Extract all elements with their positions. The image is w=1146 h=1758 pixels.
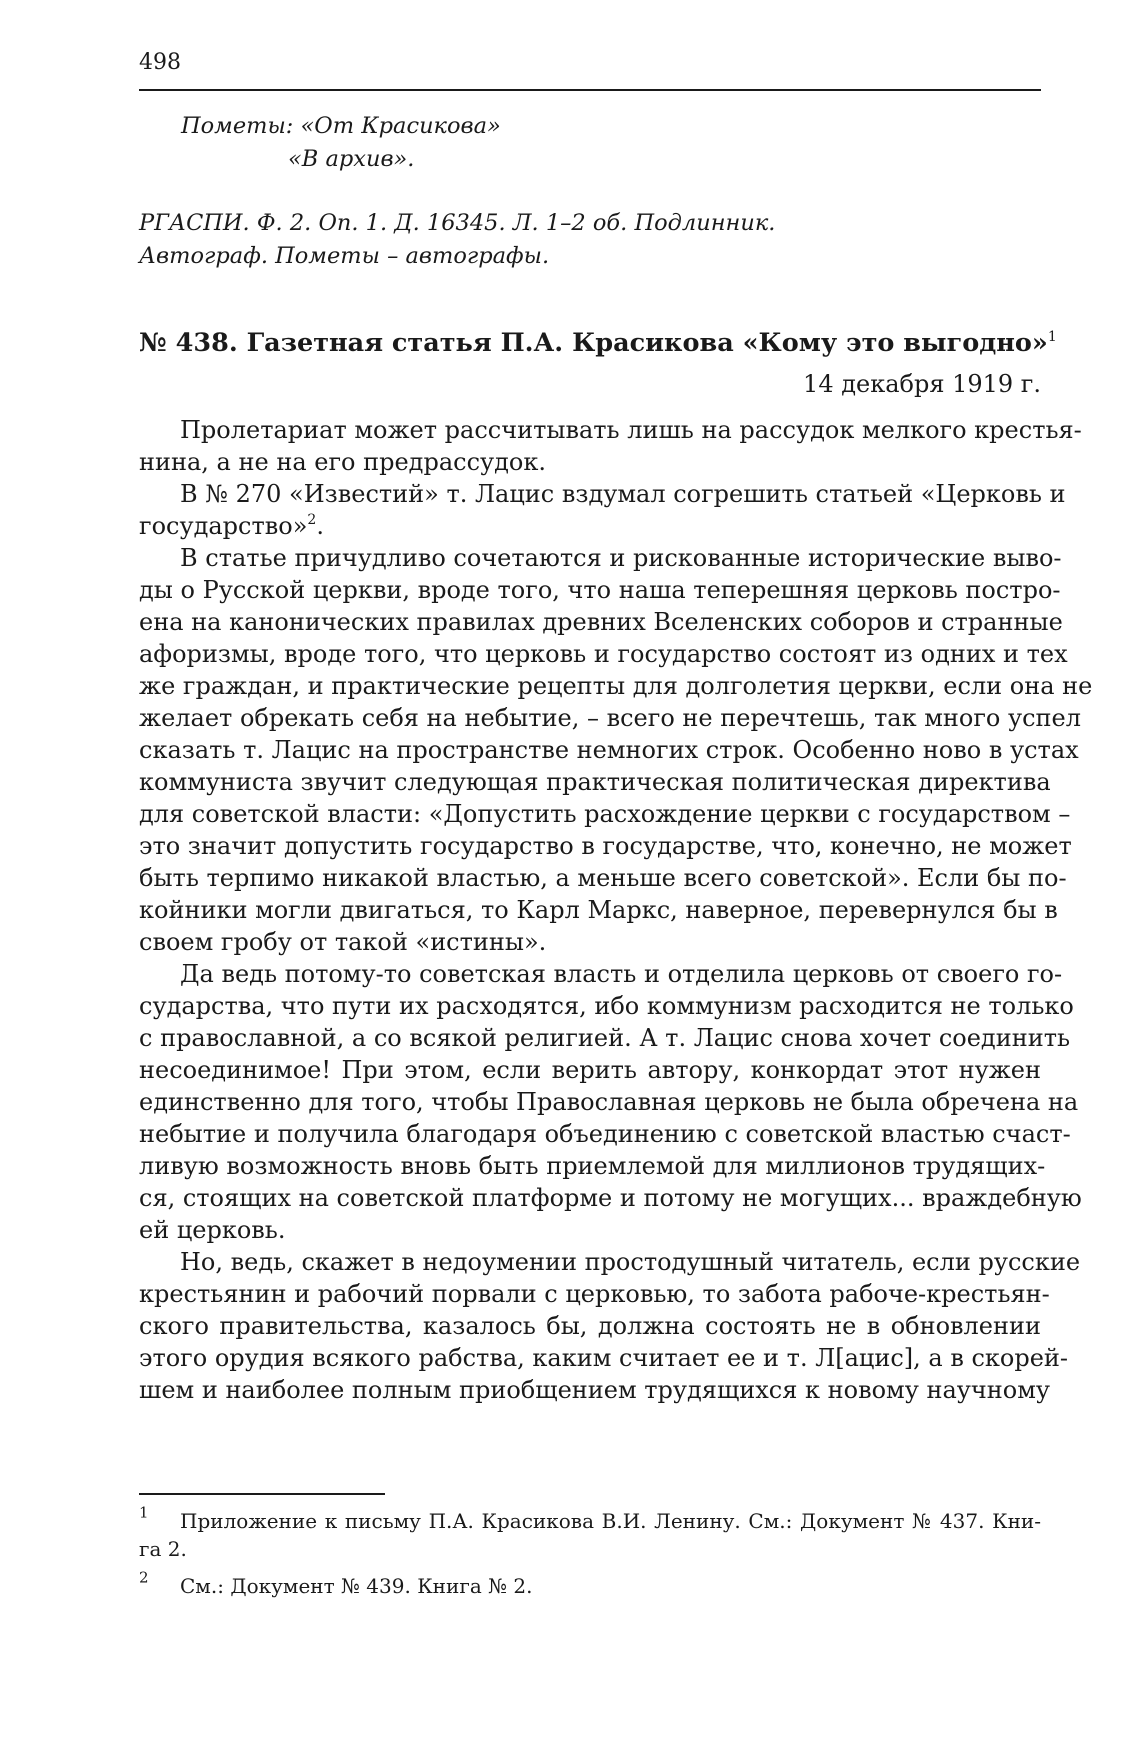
footnote-line [139,1568,1041,1600]
footnote-text: См.: Документ № 439. Книга № 2. [180,1574,533,1598]
footnote-line [139,1503,1041,1535]
text-line: коммуниста звучит следующая практическая политическая директива [139,768,1051,796]
footnote [139,1503,1041,1563]
text-line: койники могли двигаться, то Карл Маркс, наверное, перевернулся бы в [139,896,1058,924]
text-line: ся, стоящих на советской платформе и потому не могущих... враждебную [139,1184,1082,1212]
page-number: 498 [139,50,181,75]
text-line: это значит допустить государство в государстве, что, конечно, не может [139,832,1072,860]
text-line: ды о Русской церкви, вроде того, что наша теперешняя церковь постро- [139,576,1061,604]
text-line: афоризмы, вроде того, что церковь и государство состоят из одних и тех [139,640,1068,668]
document-title [139,327,1057,359]
text-line: для советской власти: «Допустить расхождение церкви с государством – [139,800,1071,828]
text-line: небытие и получила благодаря объединению с советской властью счаст- [139,1120,1071,1148]
remarks-line: Пометы: «От Красикова» [181,113,501,139]
paragraph [139,1246,1081,1406]
text-line: ливую возможность вновь быть приемлемой для миллионов трудящих- [139,1152,1046,1180]
text-line: несоединимое! При этом, если верить автору, конкордат этот нужен [139,1056,1041,1084]
text-line [139,510,1041,542]
text-line: Но, ведь, скажет в недоумении простодушный читатель, если русские [180,1248,1081,1276]
footnote-text: Приложение к письму П.А. Красикова В.И. Ленину. См.: Документ № 437. Кни- [180,1509,1041,1533]
text-line: этого орудия всякого рабства, каким считает ее и т. Л[ацис], а в скорей- [139,1344,1069,1372]
footnote-ref: 1 [1047,329,1057,346]
remarks-line: «В архив». [288,146,415,172]
archive-line: Автограф. Пометы – автографы. [139,243,550,269]
paragraph [139,414,1082,478]
text-fragment: . [316,512,324,540]
text-line: В статье причудливо сочетаются и рискованные исторические выво- [180,544,1062,572]
footnote-ref: 2 [307,512,317,529]
document-date: 14 декабря 1919 г. [803,370,1041,398]
text-line: В № 270 «Известий» т. Лацис вздумал согрешить статьей «Церковь и [180,480,1066,508]
text-line: сударства, что пути их расходятся, ибо коммунизм расходится не только [139,992,1074,1020]
text-line: ена на канонических правилах древних Вселенских соборов и странные [139,608,1063,636]
footnote-number: 1 [139,1503,149,1522]
text-line: с православной, а со всякой религией. А т. Лацис снова хочет соединить [139,1024,1071,1052]
text-line: ского правительства, казалось бы, должна состоять не в обновлении [139,1312,1041,1340]
text-line: шем и наиболее полным приобщением трудящихся к новому научному [139,1376,1050,1404]
remarks-block [181,110,501,176]
text-line: же граждан, и практические рецепты для долголетия церкви, если она не [139,672,1093,700]
footnote [139,1568,1041,1600]
text-line: желает обрекать себя на небытие, – всего не перечтешь, так много успел [139,704,1081,732]
text-line: Да ведь потому-то советская власть и отделила церковь от своего го- [180,960,1063,988]
paragraph [139,958,1082,1246]
text-line: своем гробу от такой «истины». [139,928,547,956]
paragraph [139,542,1093,958]
text-fragment: государство» [139,512,308,540]
footnote-rule [139,1493,385,1495]
archive-line: РГАСПИ. Ф. 2. Оп. 1. Д. 16345. Л. 1–2 об. Подлинник. [139,210,776,236]
document-title-text: № 438. Газетная статья П.А. Красикова «Кому это выгодно» [139,328,1048,358]
footnote-line: га 2. [139,1537,187,1561]
text-line: сказать т. Лацис на пространстве немногих строк. Особенно ново в устах [139,736,1079,764]
header-rule [139,89,1041,91]
text-line: нина, а не на его предрассудок. [139,448,546,476]
text-line: крестьянин и рабочий порвали с церковью, то забота рабоче-крестьян- [139,1280,1050,1308]
text-line: Пролетариат может рассчитывать лишь на рассудок мелкого крестья- [180,416,1082,444]
text-line: ей церковь. [139,1216,286,1244]
paragraph [139,478,1066,542]
article-body [139,414,1093,1406]
footnote-number: 2 [139,1568,149,1587]
archive-reference [139,207,1041,273]
text-line: единственно для того, чтобы Православная церковь не была обречена на [139,1088,1079,1116]
text-line: быть терпимо никакой властью, а меньше всего советской». Если бы по- [139,864,1067,892]
